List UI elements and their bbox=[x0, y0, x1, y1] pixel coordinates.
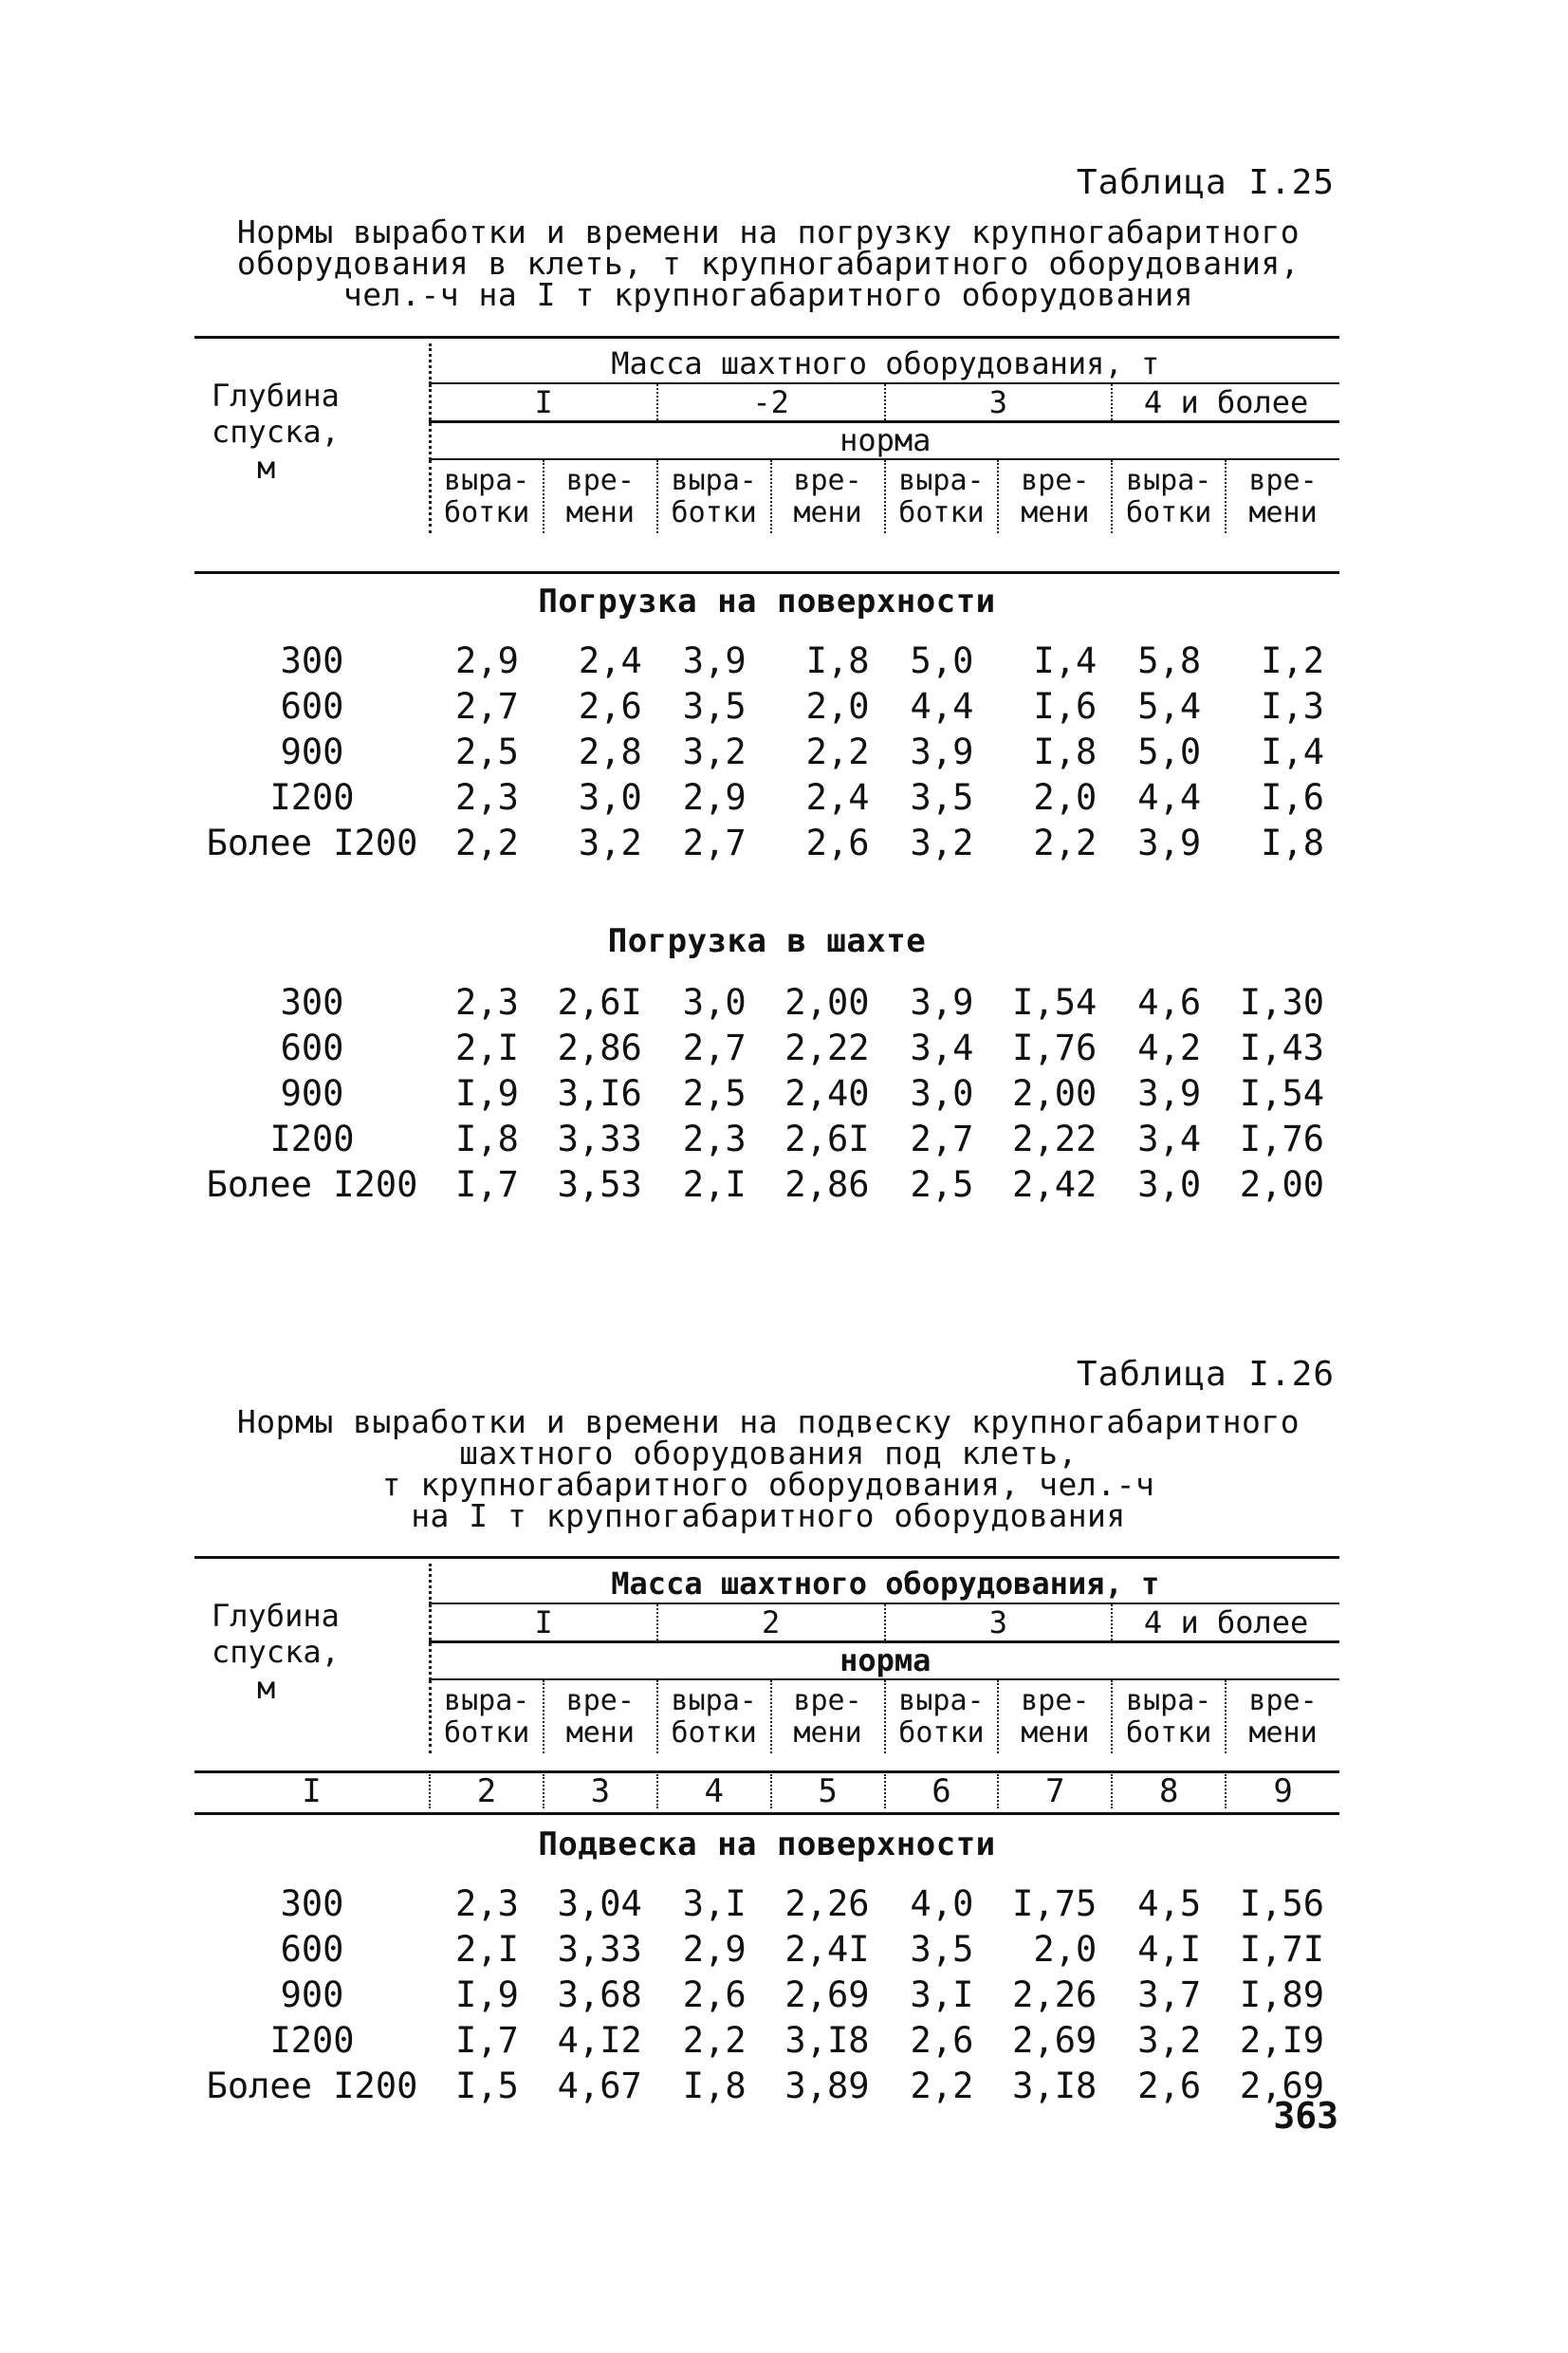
time-norm-cell: I,7I bbox=[1239, 1928, 1324, 1970]
time-norm-cell: 2,4 bbox=[578, 639, 642, 681]
output-norm-cell: 2,3 bbox=[682, 1118, 747, 1159]
time-norm-cell: 2,86 bbox=[557, 1027, 642, 1068]
time-norm-cell: 2,0 bbox=[805, 685, 870, 727]
time-norm-cell: 4,67 bbox=[557, 2065, 642, 2106]
data-table bbox=[194, 638, 1339, 865]
output-norm-cell: 4,0 bbox=[910, 1882, 974, 1924]
output-norm-cell: 2,2 bbox=[910, 2065, 974, 2106]
output-norm-cell: 5,0 bbox=[910, 639, 974, 681]
section-title: Подвеска на поверхности bbox=[538, 1825, 996, 1863]
data-table bbox=[194, 1881, 1339, 2108]
time-norm-cell: I,6 bbox=[1261, 776, 1324, 818]
time-norm-cell: I,6 bbox=[1033, 685, 1098, 727]
time-subheader: вре- мени bbox=[544, 1679, 657, 1753]
section-rows bbox=[194, 979, 1339, 1207]
table-row bbox=[194, 979, 1339, 1025]
output-norm-cell: 3,9 bbox=[1137, 822, 1202, 863]
table-row bbox=[194, 729, 1339, 774]
output-norm-cell: 4,5 bbox=[1137, 1882, 1202, 1924]
column-number: I bbox=[302, 1772, 322, 1810]
depth-header: Глубина спуска, м bbox=[212, 1598, 340, 1706]
mass-group: 2 bbox=[657, 1603, 885, 1641]
depth-cell: I200 bbox=[269, 2019, 355, 2061]
table-row bbox=[194, 2017, 1339, 2063]
depth-cell: 600 bbox=[280, 1027, 344, 1068]
time-norm-cell: 2,26 bbox=[784, 1882, 870, 1924]
time-norm-cell: 3,33 bbox=[557, 1928, 642, 1970]
time-norm-cell: I,8 bbox=[805, 639, 870, 681]
norm-header: норма bbox=[430, 1641, 1339, 1679]
output-subheader: выра- ботки bbox=[657, 1679, 771, 1753]
depth-cell: 300 bbox=[280, 639, 344, 681]
depth-cell: 300 bbox=[280, 1882, 344, 1924]
table-header bbox=[194, 343, 1339, 533]
table-row bbox=[194, 1881, 1339, 1926]
title-line: чел.-ч на I т крупногабаритного оборудования bbox=[342, 276, 1194, 313]
column-number: 2 bbox=[430, 1774, 544, 1808]
table-row bbox=[194, 1926, 1339, 1972]
norm-header: норма bbox=[430, 421, 1339, 459]
header-bottom-rule bbox=[194, 571, 1339, 574]
column-number: 4 bbox=[657, 1774, 771, 1808]
time-norm-cell: 3,89 bbox=[784, 2065, 870, 2106]
mass-group: -2 bbox=[657, 383, 885, 421]
output-norm-cell: 2,3 bbox=[455, 981, 519, 1023]
time-norm-cell: 2,6 bbox=[578, 685, 642, 727]
page-number: 363 bbox=[1273, 2095, 1338, 2137]
output-norm-cell: 3,4 bbox=[910, 1027, 974, 1068]
output-norm-cell: 2,5 bbox=[682, 1072, 747, 1114]
time-norm-cell: I,76 bbox=[1239, 1118, 1324, 1159]
time-norm-cell: 2,00 bbox=[1012, 1072, 1098, 1114]
time-norm-cell: I,75 bbox=[1012, 1882, 1098, 1924]
output-norm-cell: 3,0 bbox=[910, 1072, 974, 1114]
section-rows bbox=[194, 1881, 1339, 2108]
title-line: т крупногабаритного оборудования, чел.-ч bbox=[381, 1466, 1155, 1503]
table-row bbox=[194, 1161, 1339, 1207]
time-norm-cell: 2,86 bbox=[784, 1163, 870, 1205]
time-norm-cell: I,3 bbox=[1261, 685, 1324, 727]
time-subheader: вре- мени bbox=[998, 459, 1112, 533]
output-norm-cell: 3,2 bbox=[910, 822, 974, 863]
output-norm-cell: 4,6 bbox=[1137, 981, 1202, 1023]
time-norm-cell: I,89 bbox=[1239, 1973, 1324, 2015]
time-norm-cell: I,76 bbox=[1012, 1027, 1098, 1068]
data-table bbox=[194, 979, 1339, 1207]
output-norm-cell: 2,7 bbox=[910, 1118, 974, 1159]
output-norm-cell: 3,9 bbox=[910, 981, 974, 1023]
time-norm-cell: 4,I2 bbox=[557, 2019, 642, 2061]
output-subheader: выра- ботки bbox=[1112, 1679, 1226, 1753]
table-row bbox=[194, 683, 1339, 729]
time-norm-cell: 3,33 bbox=[557, 1118, 642, 1159]
output-norm-cell: 2,I bbox=[455, 1027, 519, 1068]
depth-cell: 900 bbox=[280, 1973, 344, 2015]
time-norm-cell: I,54 bbox=[1239, 1072, 1324, 1114]
title-line: оборудования в клеть, т крупногабаритного оборудования, bbox=[236, 245, 1301, 282]
time-norm-cell: I,8 bbox=[1261, 822, 1324, 863]
output-norm-cell: 3,I bbox=[682, 1882, 747, 1924]
output-norm-cell: 2,2 bbox=[455, 822, 519, 863]
time-norm-cell: I,4 bbox=[1261, 731, 1324, 772]
table-title bbox=[190, 1403, 1347, 1534]
output-norm-cell: 2,9 bbox=[682, 776, 747, 818]
title-line: шахтного оборудования под клеть, bbox=[459, 1435, 1078, 1472]
time-norm-cell: I,43 bbox=[1239, 1027, 1324, 1068]
column-number: 7 bbox=[998, 1774, 1112, 1808]
time-norm-cell: 2,4 bbox=[805, 776, 870, 818]
output-subheader: выра- ботки bbox=[885, 1679, 999, 1753]
column-number: 6 bbox=[885, 1774, 999, 1808]
output-norm-cell: I,7 bbox=[455, 1163, 519, 1205]
mass-group: I bbox=[430, 383, 657, 421]
time-norm-cell: 2,0 bbox=[1033, 776, 1098, 818]
output-norm-cell: 2,6 bbox=[1137, 2065, 1202, 2106]
output-norm-cell: 2,2 bbox=[682, 2019, 747, 2061]
title-line: на I т крупногабаритного оборудования bbox=[411, 1497, 1126, 1534]
time-norm-cell: 3,0 bbox=[578, 776, 642, 818]
time-norm-cell: 3,I8 bbox=[784, 2019, 870, 2061]
time-norm-cell: 2,69 bbox=[1012, 2019, 1098, 2061]
depth-cell: 600 bbox=[280, 685, 344, 727]
output-norm-cell: 5,8 bbox=[1137, 639, 1202, 681]
output-norm-cell: 3,0 bbox=[682, 981, 747, 1023]
column-number: 5 bbox=[771, 1774, 885, 1808]
time-norm-cell: 2,22 bbox=[784, 1027, 870, 1068]
time-norm-cell: 2,2 bbox=[1033, 822, 1098, 863]
time-norm-cell: I,30 bbox=[1239, 981, 1324, 1023]
time-norm-cell: 3,I8 bbox=[1012, 2065, 1098, 2106]
output-norm-cell: 3,4 bbox=[1137, 1118, 1202, 1159]
time-norm-cell: I,4 bbox=[1033, 639, 1098, 681]
output-norm-cell: 4,I bbox=[1137, 1928, 1202, 1970]
table-title bbox=[190, 213, 1347, 313]
mass-group: 3 bbox=[885, 383, 1113, 421]
time-norm-cell: I,8 bbox=[1033, 731, 1098, 772]
table-row bbox=[194, 638, 1339, 683]
depth-header: Глубина спуска, м bbox=[212, 378, 340, 486]
time-norm-cell: 2,69 bbox=[784, 1973, 870, 2015]
output-norm-cell: 2,3 bbox=[455, 1882, 519, 1924]
depth-cell: 900 bbox=[280, 1072, 344, 1114]
output-norm-cell: 2,I bbox=[682, 1163, 747, 1205]
output-norm-cell: 3,5 bbox=[910, 1928, 974, 1970]
output-subheader: выра- ботки bbox=[430, 1679, 544, 1753]
depth-cell: Более I200 bbox=[206, 2065, 418, 2106]
output-norm-cell: I,9 bbox=[455, 1072, 519, 1114]
column-number: 9 bbox=[1226, 1774, 1339, 1808]
time-norm-cell: 2,4I bbox=[784, 1928, 870, 1970]
output-norm-cell: I,7 bbox=[455, 2019, 519, 2061]
mass-group: 3 bbox=[885, 1603, 1113, 1641]
output-norm-cell: 2,9 bbox=[682, 1928, 747, 1970]
output-norm-cell: 3,5 bbox=[682, 685, 747, 727]
time-subheader: вре- мени bbox=[1226, 459, 1339, 533]
time-subheader: вре- мени bbox=[1226, 1679, 1339, 1753]
output-norm-cell: I,9 bbox=[455, 1973, 519, 2015]
output-norm-cell: 4,2 bbox=[1137, 1027, 1202, 1068]
title-line: Нормы выработки и времени на подвеску крупногабаритного bbox=[236, 1403, 1301, 1440]
output-norm-cell: 3,9 bbox=[682, 639, 747, 681]
output-norm-cell: 2,5 bbox=[910, 1163, 974, 1205]
output-norm-cell: 3,2 bbox=[1137, 2019, 1202, 2061]
output-norm-cell: 3,I bbox=[910, 1973, 974, 2015]
output-norm-cell: 3,9 bbox=[1137, 1072, 1202, 1114]
column-number: 3 bbox=[544, 1774, 657, 1808]
table-number: Таблица I.25 bbox=[1076, 163, 1335, 202]
output-norm-cell: I,5 bbox=[455, 2065, 519, 2106]
output-norm-cell: 3,7 bbox=[1137, 1973, 1202, 2015]
mass-header: Масса шахтного оборудования, т bbox=[430, 343, 1339, 383]
time-subheader: вре- мени bbox=[771, 1679, 885, 1753]
output-norm-cell: 5,4 bbox=[1137, 685, 1202, 727]
output-norm-cell: 4,4 bbox=[910, 685, 974, 727]
time-norm-cell: 3,I6 bbox=[557, 1072, 642, 1114]
time-norm-cell: 2,6I bbox=[557, 981, 642, 1023]
time-norm-cell: 3,53 bbox=[557, 1163, 642, 1205]
output-norm-cell: 2,7 bbox=[455, 685, 519, 727]
column-numbers-rule bbox=[194, 1812, 1339, 1815]
time-norm-cell: 2,2 bbox=[805, 731, 870, 772]
output-subheader: выра- ботки bbox=[657, 459, 771, 533]
output-norm-cell: 2,7 bbox=[682, 1027, 747, 1068]
column-number: 8 bbox=[1112, 1774, 1226, 1808]
output-norm-cell: 3,5 bbox=[910, 776, 974, 818]
time-norm-cell: 2,I9 bbox=[1239, 2019, 1324, 2061]
time-norm-cell: 2,22 bbox=[1012, 1118, 1098, 1159]
depth-cell: 300 bbox=[280, 981, 344, 1023]
time-norm-cell: 2,00 bbox=[784, 981, 870, 1023]
time-norm-cell: 2,69 bbox=[1239, 2065, 1324, 2106]
section-rows bbox=[194, 638, 1339, 865]
output-norm-cell: 5,0 bbox=[1137, 731, 1202, 772]
column-numbers-row bbox=[194, 1774, 1339, 1808]
table-row bbox=[194, 820, 1339, 865]
time-norm-cell: I,2 bbox=[1261, 639, 1324, 681]
table-row bbox=[194, 1972, 1339, 2017]
output-norm-cell: 3,9 bbox=[910, 731, 974, 772]
output-norm-cell: I,8 bbox=[455, 1118, 519, 1159]
output-norm-cell: 4,4 bbox=[1137, 776, 1202, 818]
output-norm-cell: 2,9 bbox=[455, 639, 519, 681]
time-norm-cell: 2,0 bbox=[1033, 1928, 1098, 1970]
depth-cell: Более I200 bbox=[206, 1163, 418, 1205]
time-norm-cell: I,54 bbox=[1012, 981, 1098, 1023]
table-header bbox=[194, 1564, 1339, 1753]
output-norm-cell: 2,3 bbox=[455, 776, 519, 818]
depth-cell: Более I200 bbox=[206, 822, 418, 863]
table-row bbox=[194, 1070, 1339, 1116]
time-norm-cell: 2,8 bbox=[578, 731, 642, 772]
mass-header: Масса шахтного оборудования, т bbox=[430, 1564, 1339, 1603]
table-top-rule bbox=[194, 336, 1339, 339]
time-norm-cell: 2,42 bbox=[1012, 1163, 1098, 1205]
depth-cell: I200 bbox=[269, 776, 355, 818]
time-norm-cell: 3,2 bbox=[578, 822, 642, 863]
time-norm-cell: 2,26 bbox=[1012, 1973, 1098, 2015]
time-norm-cell: 2,6 bbox=[805, 822, 870, 863]
table-row bbox=[194, 774, 1339, 820]
output-subheader: выра- ботки bbox=[430, 459, 544, 533]
output-norm-cell: I,8 bbox=[682, 2065, 747, 2106]
output-subheader: выра- ботки bbox=[1112, 459, 1226, 533]
section-title: Погрузка на поверхности bbox=[538, 583, 996, 621]
mass-group: I bbox=[430, 1603, 657, 1641]
table-row bbox=[194, 1116, 1339, 1161]
table-row bbox=[194, 2063, 1339, 2108]
output-norm-cell: 3,2 bbox=[682, 731, 747, 772]
time-norm-cell: 2,6I bbox=[784, 1118, 870, 1159]
time-norm-cell: 3,68 bbox=[557, 1973, 642, 2015]
output-norm-cell: 3,0 bbox=[1137, 1163, 1202, 1205]
time-subheader: вре- мени bbox=[544, 459, 657, 533]
time-norm-cell: I,56 bbox=[1239, 1882, 1324, 1924]
time-subheader: вре- мени bbox=[771, 459, 885, 533]
output-norm-cell: 2,I bbox=[455, 1928, 519, 1970]
table-top-rule bbox=[194, 1556, 1339, 1559]
depth-cell: 600 bbox=[280, 1928, 344, 1970]
time-norm-cell: 2,40 bbox=[784, 1072, 870, 1114]
mass-group: 4 и более bbox=[1112, 383, 1339, 421]
title-line: Нормы выработки и времени на погрузку крупногабаритного bbox=[236, 213, 1301, 250]
mass-group: 4 и более bbox=[1112, 1603, 1339, 1641]
output-subheader: выра- ботки bbox=[885, 459, 999, 533]
table-number: Таблица I.26 bbox=[1076, 1355, 1335, 1394]
time-norm-cell: 3,04 bbox=[557, 1882, 642, 1924]
output-norm-cell: 2,5 bbox=[455, 731, 519, 772]
output-norm-cell: 2,7 bbox=[682, 822, 747, 863]
time-norm-cell: 2,00 bbox=[1239, 1163, 1324, 1205]
section-title: Погрузка в шахте bbox=[607, 922, 927, 960]
depth-cell: I200 bbox=[269, 1118, 355, 1159]
table-row bbox=[194, 1025, 1339, 1070]
output-norm-cell: 2,6 bbox=[910, 2019, 974, 2061]
depth-cell: 900 bbox=[280, 731, 344, 772]
time-subheader: вре- мени bbox=[998, 1679, 1112, 1753]
output-norm-cell: 2,6 bbox=[682, 1973, 747, 2015]
